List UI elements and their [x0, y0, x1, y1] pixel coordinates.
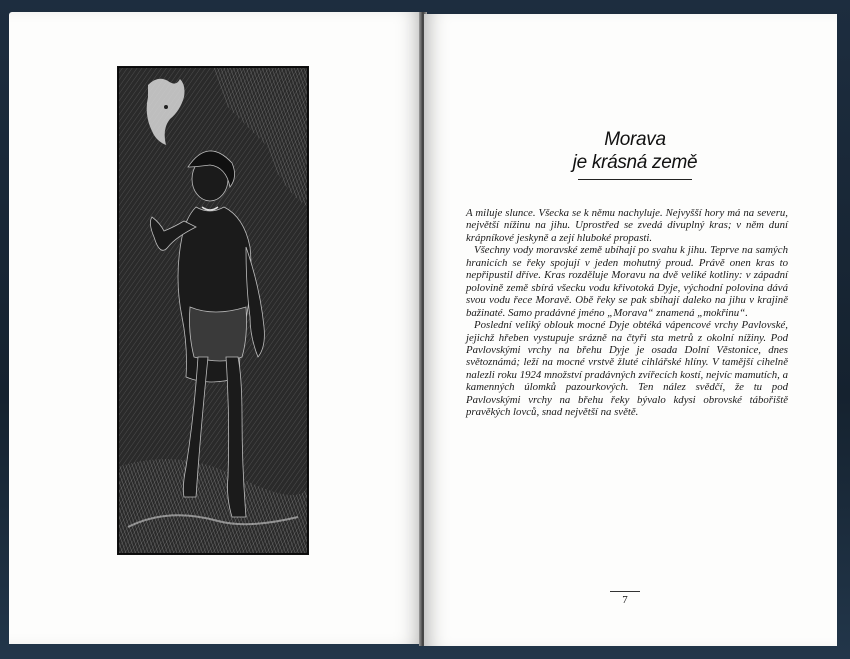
paragraph-2: Všechny vody moravské země ubíhají po svahu k jihu. Teprve na samých hranicích se řeky spojují v jeden mohutný proud. Právě onen kras to nepřipustil dříve. Kras rozděluje Moravu na dvě veliké kotliny: v západní polovině země sbírá všecku vodu křivotoká Dyje, východní polovina dává svou vodu řece Moravě. Obě řeky se pak sbíhají daleko na jihu v krajině bažinaté. Samo pradávné jméno „Morava“ znamená „mokřinu“.: [466, 244, 788, 319]
page-number-rule: [610, 591, 640, 592]
woodcut-illustration: [117, 66, 309, 555]
chapter-title-line-1: Morava: [604, 129, 666, 150]
prehistoric-hunter-image: [118, 67, 308, 554]
chapter-body: [466, 207, 788, 419]
paragraph-1: A miluje slunce. Všecka se k němu nachyluje. Nejvyšší hory má na severu, největší nížinu na jihu. Uprostřed se zvedá divuplný kras; v něm duní krápníkové jeskyně a zejí hluboké propasti.: [466, 207, 788, 244]
chapter-title-line-2: je krásná země: [572, 152, 698, 173]
paragraph-3: Poslední veliký oblouk mocné Dyje obtéká vápencové vrchy Pavlovské, jejichž hřeben vystupuje srázně na čtyři sta metrů z okolní nížiny. Pod Pavlovskými vrchy na břehu Dyje je osada Dolní Věstonice, dnes světoznámá; leží na mocné vrstvě žluté cihlářské hlíny. V tamější cihelně nalezli roku 1924 množství pradávných zvířecích kostí, nejvíc mamutích, a kamenných úlomků pazourkových. Ten nález svědčí, že tu pod Pavlovskými vrchy na břehu řeky bývalo kdysi obrovské tábořiště pravěkých lovců, snad největší na světě.: [466, 319, 788, 419]
chapter-title: [540, 128, 730, 180]
page-number: 7: [622, 594, 628, 606]
title-underline: [578, 179, 692, 180]
